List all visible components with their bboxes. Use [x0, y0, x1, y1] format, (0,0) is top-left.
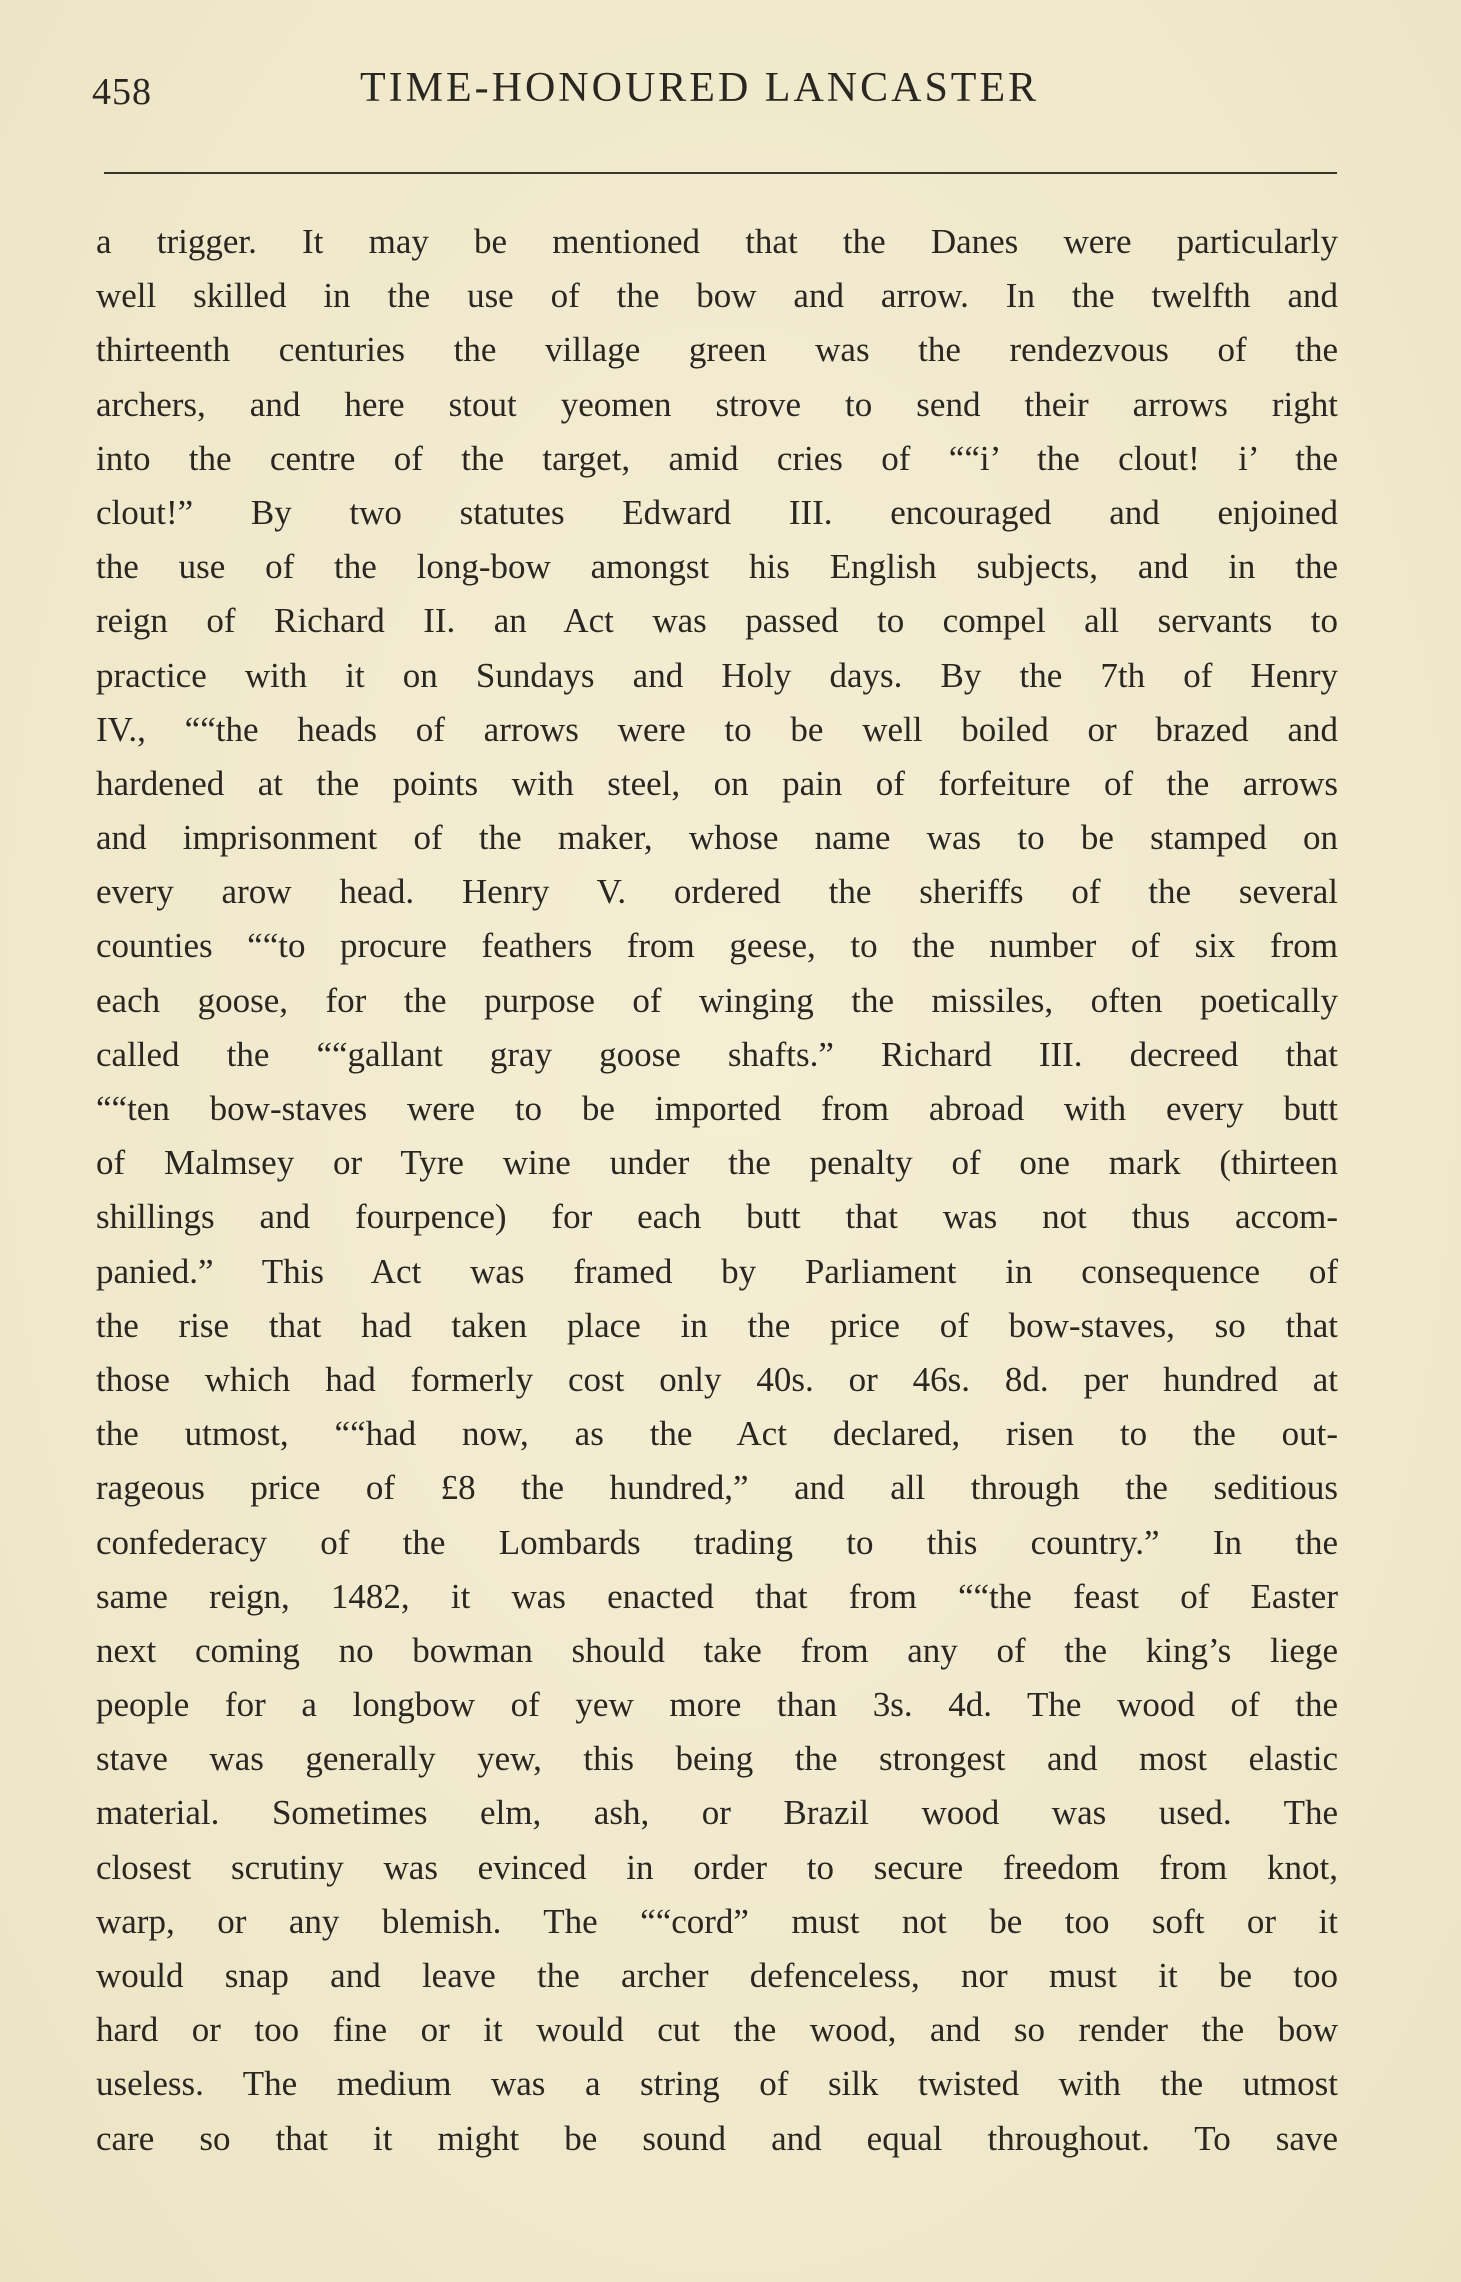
text-line: counties ““to procure feathers from geese, to the number of six from — [96, 926, 1338, 966]
text-line: confederacy of the Lombards trading to this country.” In the — [96, 1522, 1338, 1562]
running-title: TIME-HONOURED LANCASTER — [360, 65, 1040, 111]
header-rule — [104, 172, 1337, 174]
text-line: useless. The medium was a string of silk twisted with the utmost — [96, 2064, 1338, 2104]
text-line: archers, and here stout yeomen strove to send their arrows right — [96, 384, 1338, 424]
text-line: clout!” By two statutes Edward III. encouraged and enjoined — [96, 492, 1338, 532]
page-number: 458 — [92, 71, 152, 113]
text-line: IV., ““the heads of arrows were to be well boiled or brazed and — [96, 709, 1338, 749]
body-text — [96, 215, 1338, 2166]
text-line: stave was generally yew, this being the strongest and most elastic — [96, 1739, 1338, 1779]
text-line: a trigger. It may be mentioned that the Danes were particularly — [96, 222, 1338, 261]
text-line: warp, or any blemish. The ““cord” must not be too soft or it — [96, 1901, 1338, 1941]
text-line: closest scrutiny was evinced in order to secure freedom from knot, — [96, 1847, 1338, 1887]
text-line: hardened at the points with steel, on pain of forfeiture of the arrows — [96, 763, 1338, 803]
text-line: hard or too fine or it would cut the wood, and so render the bow — [96, 2010, 1338, 2050]
text-line: ““ten bow-staves were to be imported from abroad with every butt — [96, 1089, 1338, 1128]
text-line: of Malmsey or Tyre wine under the penalty of one mark (thirteen — [96, 1143, 1338, 1183]
text-line: reign of Richard II. an Act was passed to compel all servants to — [96, 601, 1338, 641]
text-line: each goose, for the purpose of winging the missiles, often poetically — [96, 980, 1338, 1020]
text-line: material. Sometimes elm, ash, or Brazil wood was used. The — [96, 1793, 1338, 1833]
text-line: into the centre of the target, amid cries of ““i’ the clout! i’ the — [96, 438, 1338, 478]
text-line: next coming no bowman should take from any of the king’s liege — [96, 1630, 1338, 1670]
text-line: those which had formerly cost only 40s. or 46s. 8d. per hundred at — [96, 1359, 1338, 1399]
text-line: practice with it on Sundays and Holy days. By the 7th of Henry — [96, 655, 1338, 695]
text-line: would snap and leave the archer defenceless, nor must it be too — [96, 1956, 1338, 1995]
text-line: care so that it might be sound and equal throughout. To save — [96, 2118, 1338, 2158]
text-line: panied.” This Act was framed by Parliament in consequence of — [96, 1251, 1338, 1291]
text-line: rageous price of £8 the hundred,” and all through the seditious — [96, 1468, 1338, 1508]
text-line: the utmost, ““had now, as the Act declared, risen to the out- — [96, 1414, 1338, 1454]
text-line: the use of the long-bow amongst his English subjects, and in the — [96, 547, 1338, 587]
text-line: every arow head. Henry V. ordered the sheriffs of the several — [96, 872, 1338, 912]
text-line: called the ““gallant gray goose shafts.” Richard III. decreed that — [96, 1034, 1338, 1074]
text-line: thirteenth centuries the village green was the rendezvous of the — [96, 330, 1338, 370]
text-line: and imprisonment of the maker, whose name was to be stamped on — [96, 818, 1338, 858]
text-line: well skilled in the use of the bow and arrow. In the twelfth and — [96, 276, 1338, 316]
text-line: same reign, 1482, it was enacted that from ““the feast of Easter — [96, 1576, 1338, 1616]
page-header — [92, 62, 1342, 122]
text-line: the rise that had taken place in the price of bow-staves, so that — [96, 1305, 1338, 1345]
text-line: people for a longbow of yew more than 3s. 4d. The wood of the — [96, 1685, 1338, 1725]
text-line: shillings and fourpence) for each butt that was not thus accom- — [96, 1197, 1338, 1237]
